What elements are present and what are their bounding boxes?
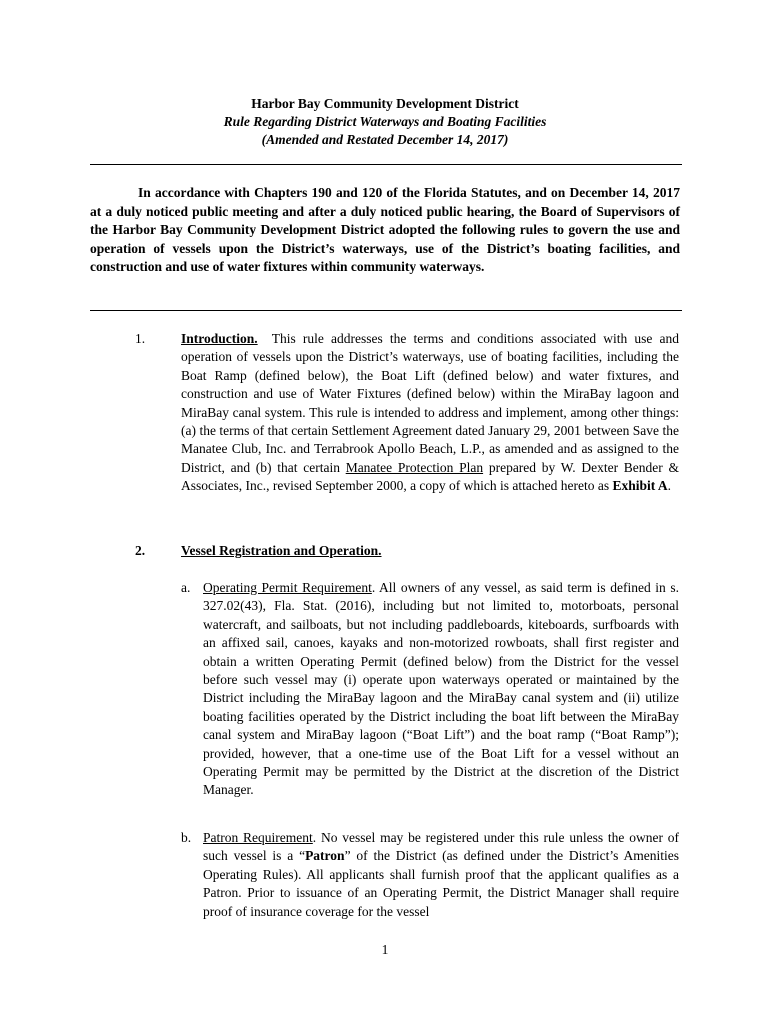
- item-a-body: [203, 579, 679, 800]
- item-b-heading: Patron Requirement: [203, 830, 313, 845]
- exhibit-a: Exhibit A: [612, 478, 668, 494]
- preamble: In accordance with Chapters 190 and 120 of the Florida Statutes, and on December 14, 2017 at a duly noticed public meeting and after a duly noticed public hearing, the Board of Supervisors of the Harbor Bay Community Development District adopted the following rules to govern the use and operation of vessels upon the District’s waterways, use of the District’s boating facilities, and construction and use of water fixtures within community waterways.: [90, 185, 680, 275]
- amended-date: (Amended and Restated December 14, 2017): [261, 132, 509, 147]
- section-2-heading: Vessel Registration and Operation.: [181, 543, 382, 558]
- item-b-label: b.: [181, 830, 192, 845]
- page-number: 1: [381, 942, 389, 957]
- section-1-text-a: This rule addresses the terms and conditions associated with use and operation of vessels upon the District’s waterways, use of boating facilities, including the Boat Ramp (defined below), the Boat Lift (defined below) and water fixtures, and construction and use of Water Fixtures (defined below) within the MiraBay lagoon and MiraBay canal system. This rule is intended to address and implement, among other things: (a) the terms of that certain Settlement Agreement dated January 29, 2001 between Save the Manatee Club, Inc. and Terrabrook Apollo Beach, L.P., as amended and as assigned to the District, and (b) that certain: [181, 331, 679, 475]
- divider-top: [90, 164, 682, 165]
- section-1-heading: Introduction.: [181, 331, 258, 346]
- item-b-text-a: . No vessel may be registered under this rule unless the owner of such vessel is a “: [203, 830, 679, 864]
- section-2-item-b: [181, 829, 679, 921]
- section-1-number: 1.: [135, 331, 146, 346]
- section-1-text-b: prepared by W. Dexter Bender & Associates, Inc., revised September 2000, a copy of which is attached hereto as: [181, 459, 679, 494]
- section-1-body: [181, 330, 679, 496]
- item-a-text: . All owners of any vessel, as said term is defined in s. 327.02(43), Fla. Stat. (2016), including but not limited to, motorboats, personal watercraft, and sailboats, but not including paddleboards, kiteboards, surfboards with an affixed sail, canoes, kayaks and non-motorized rowboats, shall first register and obtain a written Operating Permit (defined below) from the District for the vessel before such vessel may (i) operate upon waterways operated or maintained by the District including the MiraBay lagoon and the MiraBay canal system and (ii) utilize boating facilities operated by the District including the boat lift between the MiraBay canal system and MiraBay lagoon (“Boat Lift”) and the boat ramp (“Boat Ramp”); provided, however, that a one-time use of the Boat Lift for a vessel without an Operating Permit may be permitted by the District at the discretion of the District Manager.: [203, 580, 679, 798]
- item-a-label: a.: [181, 580, 191, 595]
- patron-term: Patron: [305, 848, 345, 864]
- document-title: Harbor Bay Community Development District: [251, 96, 519, 111]
- item-b-text-b: ” of the District (as defined under the District’s Amenities Operating Rules). All applicants shall furnish proof that the applicant qualifies as a Patron. Prior to issuance of an Operating Permit, the District Manager shall require proof of insurance coverage for the vessel: [203, 848, 679, 919]
- divider-bottom: [90, 310, 682, 311]
- item-a-heading: Operating Permit Requirement: [203, 580, 372, 595]
- manatee-protection-plan: Manatee Protection Plan: [345, 459, 484, 475]
- item-b-body: [203, 829, 679, 921]
- section-2-item-a: [181, 579, 679, 800]
- section-2-number: 2.: [135, 543, 146, 558]
- document-subtitle: Rule Regarding District Waterways and Boating Facilities: [223, 114, 547, 129]
- document-header: [90, 95, 680, 149]
- section-1-end: .: [667, 478, 672, 494]
